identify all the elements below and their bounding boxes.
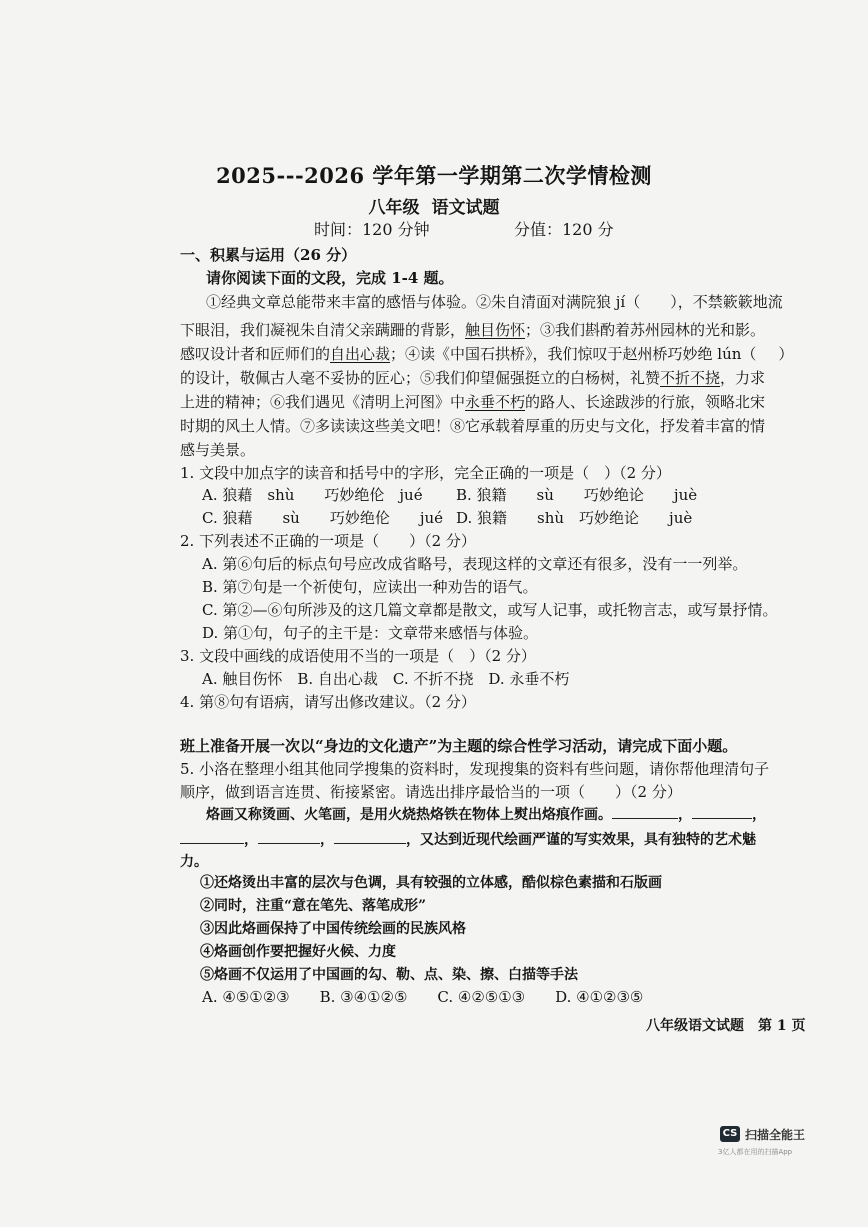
question-2-option-d: D. 第①句，句子的主干是：文章带来感悟与体验。 (202, 624, 539, 642)
passage-text: 的路人、长途跋涉的行旅，领略北宋 (525, 393, 766, 411)
page-footer: 八年级语文试题 第 1 页 (646, 1018, 806, 1034)
idiom-underlined: 永垂不朽 (465, 393, 526, 411)
answer-blank (612, 802, 678, 819)
question-1-option-c: C. 狼藉 sù 巧妙绝伦 jué (202, 509, 444, 527)
answer-blank (180, 827, 244, 844)
passage-text: ，力求 (720, 369, 766, 387)
idiom-underlined: 触目伤怀 (465, 321, 526, 339)
q5-sentence: 烙画又称烫画、火笔画，是用火烧热烙铁在物体上熨出烙痕作画。 (206, 807, 612, 823)
section-instruction: 请你阅读下面的文段，完成 1-4 题。 (206, 269, 454, 287)
question-5-sentence-5: ⑤烙画不仅运用了中国画的勾、勒、点、染、擦、白描等手法 (200, 967, 578, 983)
answer-blank (258, 827, 320, 844)
answer-blank (334, 827, 406, 844)
activity-heading: 班上准备开展一次以“身边的文化遗产”为主题的综合性学习活动，请完成下面小题。 (180, 737, 738, 755)
question-4-stem: 4. 第⑧句有语病，请写出修改建议。（2 分） (180, 693, 476, 711)
camscanner-slogan: 3亿人都在用的扫描App (718, 1148, 793, 1156)
passage-line-6: 时期的风土人情。⑦多读读这些美文吧！⑧它承载着厚重的历史与文化，抒发着丰富的情 (180, 417, 766, 435)
passage-text: ；④读《中国石拱桥》，我们惊叹于赵州桥巧妙绝 lún（ (390, 345, 757, 363)
exam-score: 分值：120 分 (514, 220, 614, 239)
passage-text: ①经典文章总能带来丰富的感悟与体验。②朱自清面对满院狼 jí（ (206, 293, 641, 311)
question-3-stem: 3. 文段中画线的成语使用不当的一项是（ ）（2 分） (180, 647, 536, 665)
question-2-stem: 2. 下列表述不正确的一项是（ ）（2 分） (180, 532, 476, 550)
passage-line-7: 感与美景。 (180, 441, 256, 459)
answer-blank (692, 802, 752, 819)
question-5-sentence-4: ④烙画创作要把握好火候、力度 (200, 944, 396, 960)
question-1-option-b: B. 狼籍 sù 巧妙绝论 juè (456, 486, 698, 504)
grade-label: 八年级 (368, 198, 420, 218)
question-5-sentence-1: ①还烙烫出丰富的层次与色调，具有较强的立体感，酷似棕色素描和石版画 (200, 875, 662, 891)
question-5-sentence-2: ②同时，注重“意在笔先、落笔成形” (200, 898, 427, 914)
question-5-text-3: 力。 (180, 854, 208, 870)
question-1-option-a: A. 狼藉 shù 巧妙绝伦 jué (202, 486, 423, 504)
exam-title: 2025---2026 学年第一学期第二次学情检测 (216, 163, 652, 188)
passage-text: ；③我们斟酌着苏州园林的光和影。 (525, 321, 766, 339)
question-2-option-c: C. 第②—⑥句所涉及的这几篇文章都是散文，或写人记事，或托物言志，或写景抒情。 (202, 601, 778, 619)
question-2-option-a: A. 第⑥句后的标点句号应改成省略号，表现这样的文章还有很多，没有一一列举。 (202, 555, 748, 573)
passage-text: 下眼泪，我们凝视朱自清父亲蹒跚的背影， (180, 321, 466, 339)
subject-label: 语文试题 (431, 198, 500, 218)
section-heading: 一、积累与运用（26 分） (180, 246, 357, 264)
question-5-sentence-3: ③因此烙画保持了中国传统绘画的民族风格 (200, 921, 466, 937)
question-5-options: A. ④⑤①②③ B. ③④①②⑤ C. ④②⑤①③ D. ④①②③⑤ (202, 988, 644, 1006)
passage-text: ），不禁簌簌地流 (670, 293, 783, 311)
question-5-stem-1: 5. 小洛在整理小组其他同学搜集的资料时，发现搜集的资料有些问题，请你帮他理清句子 (180, 760, 770, 778)
camscanner-name: 扫描全能王 (745, 1128, 806, 1142)
question-2-option-b: B. 第⑦句是一个祈使句，应读出一种劝告的语气。 (202, 578, 538, 596)
exam-time: 时间：120 分钟 (314, 220, 430, 239)
idiom-underlined: 自出心裁 (330, 345, 391, 363)
passage-text: 上进的精神；⑥我们遇见《清明上河图》中 (180, 393, 466, 411)
passage-line-5 (180, 391, 765, 413)
idiom-underlined: 不折不挠 (660, 369, 721, 387)
passage-line-1 (206, 291, 783, 313)
question-5-text-2: ， ， ，又达到近现代绘画严谨的写实效果，具有独特的艺术魅 (180, 827, 756, 851)
passage-line-4 (180, 367, 765, 389)
camscanner-logo-icon: CS (720, 1126, 740, 1142)
passage-text: 的设计，敬佩古人毫不妥协的匠心；⑤我们仰望倔强挺立的白杨树，礼赞 (180, 369, 661, 387)
passage-text: ） (778, 345, 794, 363)
passage-text: 感叹设计者和匠师们的 (180, 345, 331, 363)
question-5-text-1: 烙画又称烫画、火笔画，是用火烧热烙铁在物体上熨出烙痕作画。 ， ， (206, 802, 766, 826)
passage-line-2 (180, 319, 765, 341)
question-5-stem-2: 顺序，做到语言连贯、衔接紧密。请选出排序最恰当的一项（ ）（2 分） (180, 783, 682, 801)
question-1-option-d: D. 狼籍 shù 巧妙绝论 juè (456, 509, 693, 527)
passage-line-3 (180, 343, 793, 365)
q5-sentence: 又达到近现代绘画严谨的写实效果，具有独特的艺术魅 (420, 832, 756, 848)
question-3-options: A. 触目伤怀 B. 自出心裁 C. 不折不挠 D. 永垂不朽 (202, 670, 570, 688)
question-1-stem: 1. 文段中加点字的读音和括号中的字形，完全正确的一项是（ ）（2 分） (180, 464, 671, 482)
exam-subtitle (0, 193, 868, 218)
